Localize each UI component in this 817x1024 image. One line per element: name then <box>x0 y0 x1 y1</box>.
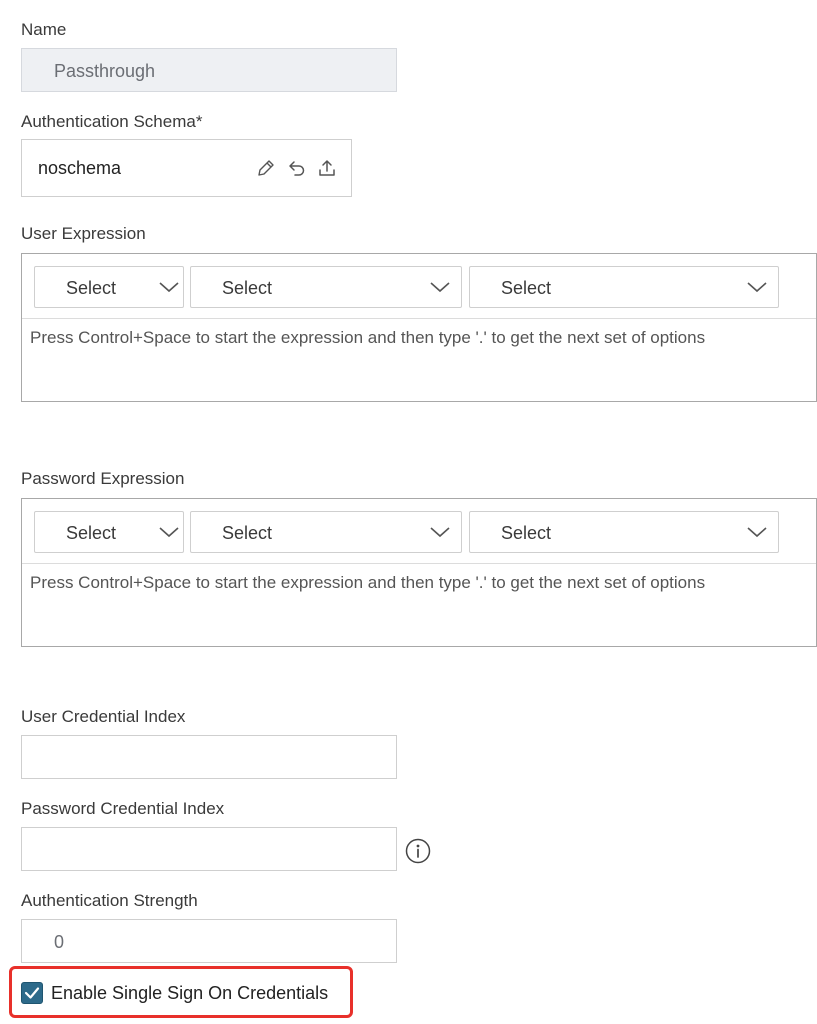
user-expr-select-3[interactable] <box>469 266 779 308</box>
chevron-down-icon <box>746 525 768 539</box>
password-expr-select-1[interactable] <box>34 511 184 553</box>
name-field <box>21 48 397 92</box>
chevron-down-icon <box>429 525 451 539</box>
authentication-strength-value: 0 <box>54 932 65 952</box>
user-expression-label: User Expression <box>21 224 146 243</box>
select-text: Select <box>222 278 273 298</box>
password-expression-label: Password Expression <box>21 469 185 488</box>
auth-schema-label: Authentication Schema* <box>21 112 203 131</box>
password-expr-select-3[interactable] <box>469 511 779 553</box>
password-expression-input[interactable]: Press Control+Space to start the expression and then type '.' to get the next set of options <box>30 573 706 592</box>
sso-checkbox-label[interactable]: Enable Single Sign On Credentials <box>51 983 329 1003</box>
checkmark-icon <box>22 983 42 1003</box>
user-credential-index-label: User Credential Index <box>21 707 186 726</box>
select-text: Select <box>66 278 117 298</box>
info-icon[interactable] <box>405 838 431 864</box>
user-expr-select-2[interactable] <box>190 266 462 308</box>
password-expr-select-2[interactable] <box>190 511 462 553</box>
user-expr-select-1[interactable] <box>34 266 184 308</box>
select-text: Select <box>501 523 552 543</box>
pencil-icon[interactable] <box>256 158 276 178</box>
user-credential-index-input[interactable] <box>21 735 397 779</box>
user-expression-input[interactable]: Press Control+Space to start the expression and then type '.' to get the next set of options <box>30 328 706 347</box>
password-expression-editor <box>21 498 817 647</box>
auth-schema-value: noschema <box>38 158 122 178</box>
chevron-down-icon <box>746 280 768 294</box>
chevron-down-icon <box>158 280 180 294</box>
chevron-down-icon <box>158 525 180 539</box>
password-credential-index-label: Password Credential Index <box>21 799 225 818</box>
chevron-down-icon <box>429 280 451 294</box>
password-credential-index-input[interactable] <box>21 827 397 871</box>
authentication-strength-input[interactable] <box>21 919 397 963</box>
undo-icon[interactable] <box>287 158 307 178</box>
divider <box>22 318 816 319</box>
name-label: Name <box>21 20 67 39</box>
sso-checkbox[interactable] <box>21 982 43 1004</box>
upload-icon[interactable] <box>317 158 337 178</box>
select-text: Select <box>66 523 117 543</box>
user-expression-editor <box>21 253 817 402</box>
select-text: Select <box>501 278 552 298</box>
select-text: Select <box>222 523 273 543</box>
divider <box>22 563 816 564</box>
name-value: Passthrough <box>54 61 156 81</box>
auth-schema-field[interactable] <box>21 139 352 197</box>
authentication-strength-label: Authentication Strength <box>21 891 198 910</box>
